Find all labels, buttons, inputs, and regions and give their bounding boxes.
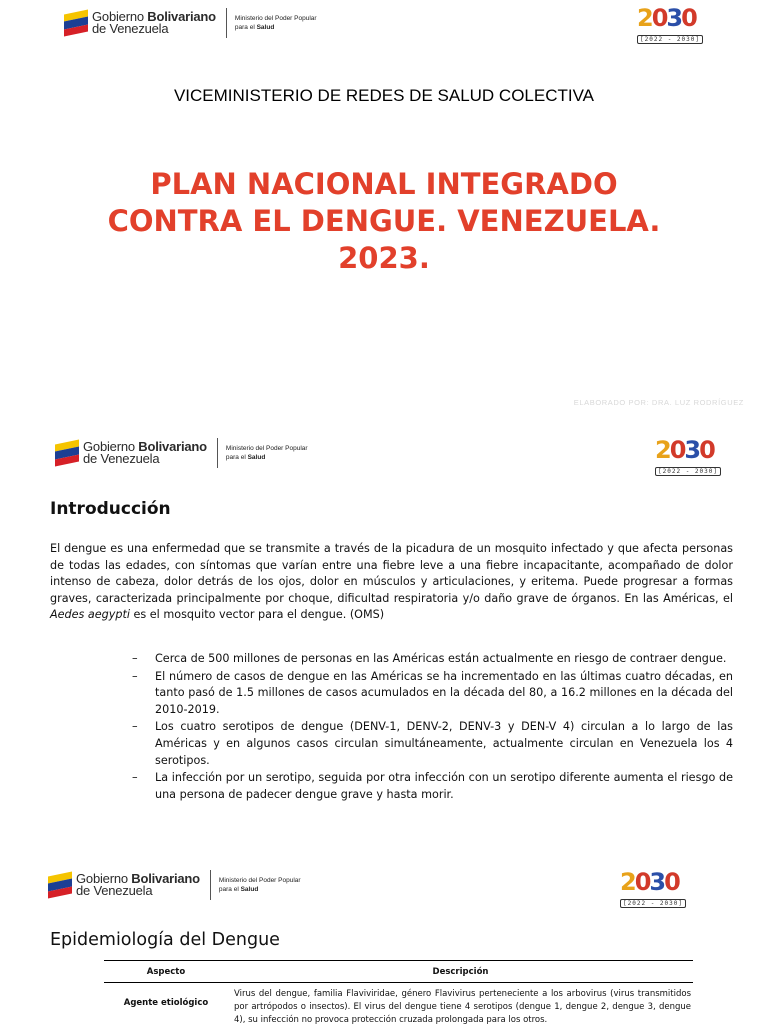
badge-number: 2030	[620, 868, 679, 896]
table-header-row	[104, 961, 693, 983]
ministry-line2-prefix: para el	[218, 886, 241, 893]
logo-divider	[210, 870, 211, 900]
epidemiology-heading: Epidemiología del Dengue	[50, 930, 280, 950]
badge-years: [2022 - 2030]	[655, 467, 721, 476]
epidemiology-table	[104, 960, 693, 1024]
badge-years: [2022 - 2030]	[637, 35, 703, 44]
plan-2030-badge	[620, 868, 686, 908]
gov-name-prefix: Gobierno	[92, 9, 148, 24]
list-item: – La infección por un serotipo, seguida por otra infección con un serotipo diferente aumenta el riesgo de una persona de padecer dengue grave y hasta morir.	[132, 770, 733, 803]
epidemiology-slide	[0, 856, 768, 1024]
gov-name-country: de Venezuela	[83, 451, 160, 466]
plan-title-line1: PLAN NACIONAL INTEGRADO	[150, 167, 618, 201]
cell-description: Virus del dengue, familia Flaviviridae, género Flavivirus perteneciente a los arbovirus (virus transmitidos por artrópodos o insectos). El virus del dengue tiene 4 serotipos (dengue 1, dengue 2, dengue 3, dengue 4), su infección no provoca protección cruzada prolongada para los otros.	[234, 989, 691, 1024]
slide-header	[0, 4, 768, 50]
government-logo	[64, 8, 317, 38]
government-logo	[48, 870, 301, 900]
list-item: – Los cuatro serotipos de dengue (DENV-1, DENV-2, DENV-3 y DEN-V 4) circulan a lo largo de las Américas y en algunos casos circulan simultáneamente, actualmente circulan en Venezuela los 4 serotipos.	[132, 719, 733, 769]
slide-header	[0, 862, 768, 908]
intro-paragraph	[50, 541, 733, 624]
government-logo	[55, 438, 308, 468]
column-header-aspect: Aspecto	[104, 961, 228, 983]
cover-slide	[0, 0, 768, 425]
badge-number: 2030	[655, 436, 714, 464]
cell-aspect: Agente etiológico	[123, 998, 209, 1008]
gov-name-prefix: Gobierno	[83, 439, 139, 454]
intro-bullet-list	[132, 651, 733, 804]
ministry-line2-bold: Salud	[247, 454, 266, 461]
gov-name-bold: Bolivariano	[138, 439, 207, 454]
intro-text-vector-species: Aedes aegypti	[50, 608, 130, 622]
list-item: – Cerca de 500 millones de personas en las Américas están actualmente en riesgo de contraer dengue.	[132, 651, 733, 668]
intro-heading: Introducción	[50, 499, 171, 519]
ministry-line1: Ministerio del Poder Popular	[225, 445, 308, 452]
table-row	[104, 983, 693, 1024]
column-header-description: Descripción	[228, 961, 693, 983]
plan-2030-badge	[637, 4, 703, 44]
ministry-line1: Ministerio del Poder Popular	[218, 877, 301, 884]
intro-text-part2: es el mosquito vector para el dengue. (OMS)	[129, 608, 385, 622]
gov-name-bold: Bolivariano	[131, 871, 200, 886]
plan-title-line3: 2023.	[338, 241, 430, 275]
list-item: – El número de casos de dengue en las Américas se ha incrementado en las últimas cuatro décadas, en tanto pasó de 1.5 millones de casos acumulados en la década del 80, a 16.2 millones en la década del 2010-2019.	[132, 669, 733, 719]
author-credit: ELABORADO POR: DRA. LUZ RODRÍGUEZ	[573, 398, 744, 407]
badge-years: [2022 - 2030]	[620, 899, 686, 908]
logo-divider	[226, 8, 227, 38]
badge-number: 2030	[637, 4, 696, 32]
venezuela-flag-icon	[48, 871, 72, 898]
intro-slide	[0, 428, 768, 852]
ministry-line1: Ministerio del Poder Popular	[234, 15, 317, 22]
vice-ministry-title: VICEMINISTERIO DE REDES DE SALUD COLECTIVA	[173, 86, 595, 105]
gov-name-prefix: Gobierno	[76, 871, 132, 886]
venezuela-flag-icon	[55, 439, 79, 466]
ministry-line2-bold: Salud	[240, 886, 259, 893]
ministry-line2-prefix: para el	[225, 454, 248, 461]
ministry-line2-bold: Salud	[256, 24, 275, 31]
plan-title	[40, 166, 728, 277]
gov-name-country: de Venezuela	[92, 21, 169, 36]
venezuela-flag-icon	[64, 9, 88, 36]
ministry-line2-prefix: para el	[234, 24, 257, 31]
gov-name-country: de Venezuela	[76, 883, 153, 898]
intro-text-part1: El dengue es una enfermedad que se transmite a través de la picadura de un mosquito infectado y que afecta personas de todas las edades, con síntomas que varían entre una fiebre leve a una fiebre incapacitante, acompañado de dolor intenso de cabeza, dolor detrás de los ojos, dolor en músculos y articulaciones, y eritema. Puede progresar a formas graves, caracterizada principalmente por choque, dificultad respiratoria y/o daño grave de órganos. En las Américas, el	[50, 542, 733, 605]
slide-header	[0, 432, 768, 478]
gov-name-bold: Bolivariano	[147, 9, 216, 24]
plan-title-line2: CONTRA EL DENGUE. VENEZUELA.	[107, 204, 661, 238]
plan-2030-badge	[655, 436, 721, 476]
logo-divider	[217, 438, 218, 468]
